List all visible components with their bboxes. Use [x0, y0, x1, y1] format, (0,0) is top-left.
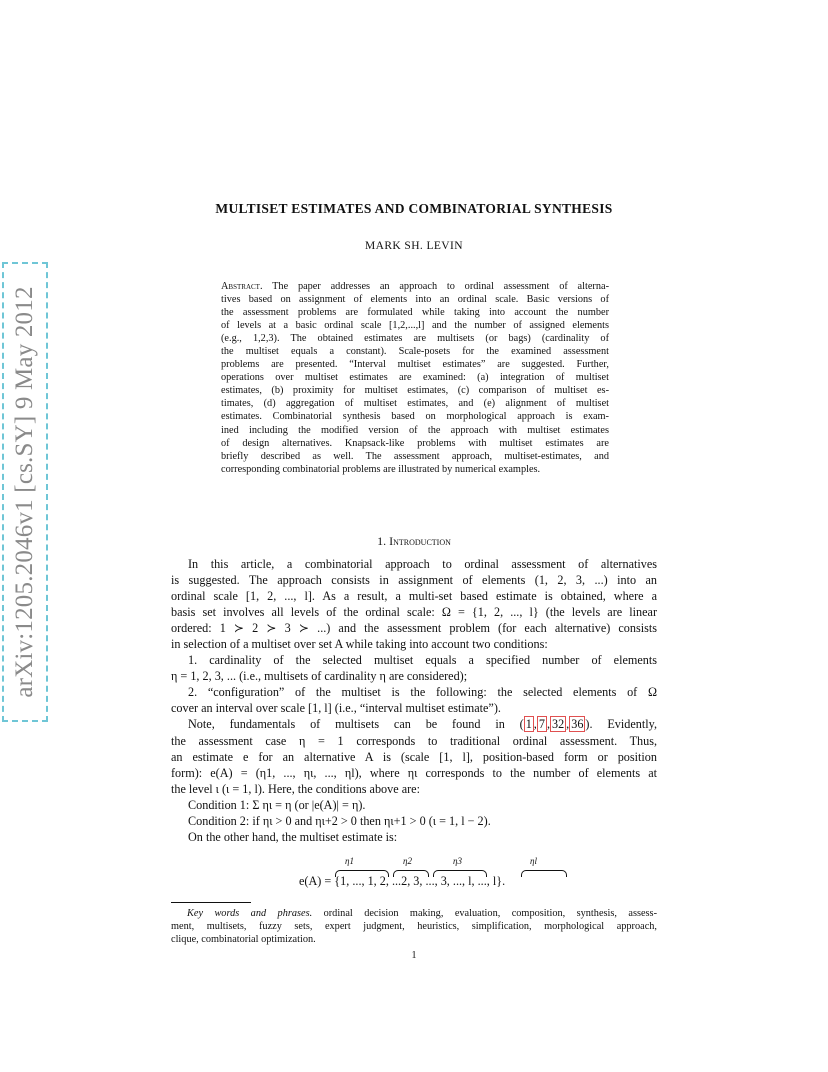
footnote-line: ment, multisets, fuzzy sets, expert judgment, heuristics, simplification, morphological approach,	[171, 921, 657, 932]
body-line: is suggested. The approach consists in assignment of elements (1, 2, 3, ...) into an	[171, 573, 657, 588]
citation-link[interactable]: 1	[525, 717, 532, 732]
body-line: basis set involves all levels of the ordinal scale: Ω = {1, 2, ..., l} (the levels are linear	[171, 605, 657, 620]
abstract-line: of design alternatives. Knapsack-like problems with multiset estimates are	[221, 437, 609, 449]
body-line: ordinal scale [1, 2, ..., l]. As a result, a multi-set based estimate is obtained, where a	[171, 589, 657, 604]
footnote-lead: Key words and phrases.	[187, 908, 313, 919]
abstract-line: estimates, (b) proximity for multiset estimates, (c) comparison of multiset es-	[221, 385, 609, 397]
abstract-line: timates, (d) aggregation of multiset estimates, and (e) alignment of multiset	[221, 398, 609, 410]
body-line: the assessment case η = 1 corresponds to traditional ordinal assessment. Thus,	[171, 733, 657, 748]
body-line: 1. cardinality of the selected multiset equals a specified number of elements	[188, 653, 657, 668]
arxiv-stamp	[2, 262, 48, 722]
abstract-label: Abstract.	[221, 281, 263, 292]
abstract-line: of levels at a basic ordinal scale [1,2,...,l] and the number of assigned elements	[221, 320, 609, 332]
abstract	[221, 280, 609, 476]
brace-label: η1	[345, 856, 354, 866]
paper-author: MARK SH. LEVIN	[365, 240, 463, 252]
abstract-line: the assessment problems are formulated while taking into account the number	[221, 307, 609, 319]
paper-title: MULTISET ESTIMATES AND COMBINATORIAL SYNTHESIS	[215, 201, 613, 216]
abstract-line: corresponding combinatorial problems are illustrated by numerical examples.	[221, 463, 541, 475]
abstract-line: tives based on assignment of elements into an ordinal scale. Basic versions of	[221, 294, 609, 306]
citation-link[interactable]: 36	[571, 717, 584, 732]
body-line: an estimate e for an alternative A is (scale [1, l], position-based form or position	[171, 749, 657, 764]
body-line: ordered: 1 ≻ 2 ≻ 3 ≻ ...) and the assessment problem (for each alternative) consists	[171, 621, 657, 636]
abstract-line: Abstract. The paper addresses an approach to ordinal assessment of alterna-	[221, 281, 609, 292]
abstract-line: ined including the modified version of the approach with multiset estimates	[221, 424, 609, 436]
body-line: the level ι (ι = 1, l). Here, the conditions above are:	[171, 781, 420, 796]
section-title: Introduction	[389, 534, 451, 548]
condition-line: Condition 2: if ηι > 0 and ηι+2 > 0 then ηι+1 > 0 (ι = 1, l − 2).	[188, 813, 491, 828]
section-heading	[120, 534, 708, 549]
multiset-formula	[171, 856, 657, 894]
body-line: η = 1, 2, 3, ... (i.e., multisets of cardinality η are considered);	[171, 669, 468, 684]
abstract-line: operations over multiset estimates are examined: (a) integration of multiset	[221, 372, 609, 384]
body-line: On the other hand, the multiset estimate is:	[188, 829, 398, 844]
arxiv-stamp-text: arXiv:1205.2046v1 [cs.SY] 9 May 2012	[11, 286, 38, 698]
brace-label: ηl	[530, 856, 537, 866]
footnote	[171, 907, 657, 946]
citation-link[interactable]: 32	[551, 717, 565, 732]
footnote-rule	[171, 902, 251, 903]
section-number: 1.	[377, 534, 387, 548]
abstract-line: estimates. Combinatorial synthesis based on morphological approach is exam-	[221, 411, 609, 423]
body-line: in selection of a multiset over set A while taking into account two conditions:	[171, 637, 548, 652]
abstract-line: briefly described as well. The assessment approach, multiset-estimates, and	[221, 450, 609, 462]
abstract-line: (e.g., 1,2,3). The obtained estimates are multisets (or bags) (cardinality of	[221, 333, 609, 345]
abstract-line: problems are presented. “Interval multiset estimates” are suggested. Further,	[221, 359, 609, 371]
body-line: 2. “configuration” of the multiset is the following: the selected elements of Ω	[188, 685, 657, 700]
citation-link[interactable]: 7	[538, 717, 545, 732]
footnote-line: Key words and phrases. ordinal decision making, evaluation, composition, synthesis, assess-	[187, 908, 657, 919]
formula-line: e(A) = {1, ..., 1, 2, ...2, 3, ..., 3, ..., l, ..., l}.	[299, 874, 506, 888]
overbrace	[521, 870, 567, 877]
brace-label: η2	[403, 856, 412, 866]
abstract-line: the multiset equals a constant). Scale-posets for the examined assessment	[221, 346, 609, 358]
brace-label: η3	[453, 856, 462, 866]
body-line: Note, fundamentals of multisets can be found in ( 1 , 7 , 32 , 36 ). Evidently,	[188, 717, 657, 732]
body-line: cover an interval over scale [1, l] (i.e., “interval multiset estimate”).	[171, 701, 501, 716]
page-number: 1	[411, 950, 417, 961]
body-line: In this article, a combinatorial approach to ordinal assessment of alternatives	[188, 557, 657, 571]
footnote-line: clique, combinatorial optimization.	[171, 934, 316, 945]
body-line: form): e(A) = (η1, ..., ηι, ..., ηl), where ηι corresponds to the number of elements at	[171, 765, 657, 780]
body-text	[171, 556, 657, 845]
condition-line: Condition 1: Σ ηι = η (or |e(A)| = η).	[188, 797, 366, 812]
